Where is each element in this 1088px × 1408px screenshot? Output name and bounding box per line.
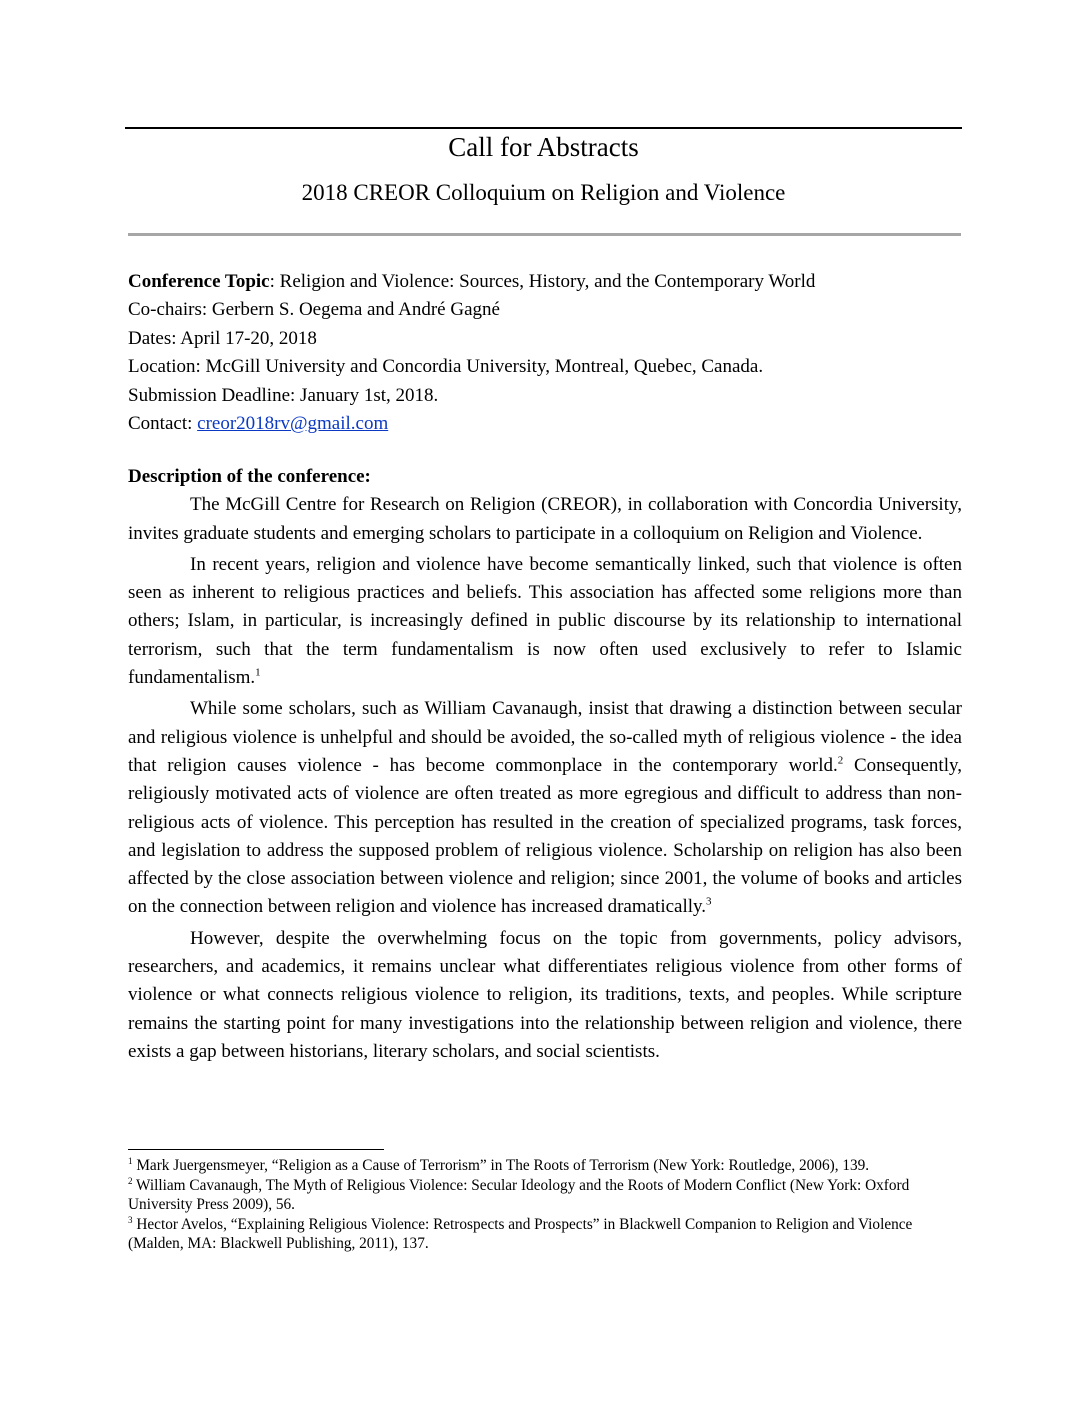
topic-value: : Religion and Violence: Sources, History, and the Contemporary World [269,271,816,292]
footnote-2 [128,1176,962,1215]
footnote-ref-2: 2 [837,754,844,767]
header-divider [128,233,961,236]
footnote-text: Hector Avelos, “Explaining Religious Violence: Retrospects and Prospects” in Blackwell Companion to Religion and Violence (Malden, MA: Blackwell Publishing, 2011), 137. [128,1215,913,1253]
footnote-number: 1 [128,1155,133,1166]
conference-info [128,268,962,438]
contact-email-link[interactable]: creor2018rv@gmail.com [197,413,389,435]
topic-line [128,268,962,296]
footnote-text: Mark Juergensmeyer, “Religion as a Cause of Terrorism” in The Roots of Terrorism (New York: Routledge, 2006), 139. [132,1157,870,1174]
footnote-ref-3: 3 [706,896,712,909]
paragraph-3-text-a: While some scholars, such as William Cavanaugh, insist that drawing a distinction between secular and religious violence is unhelpful and should be avoided, the so-called myth of religious violence - the idea that religion causes violence - has become commonplace in the contemporary world. [128,698,962,776]
footnote-text: William Cavanaugh, The Myth of Religious Violence: Secular Ideology and the Roots of Modern Conflict (New York: Oxford University Press 2009), 56. [128,1176,910,1214]
footnote-number: 3 [128,1214,133,1225]
paragraph-2 [128,551,962,692]
paragraph-4: However, despite the overwhelming focus on the topic from governments, policy advisors, researchers, and academics, it remains unclear what differentiates religious violence from other forms of violence or what connects religious violence to religion, its traditions, texts, and peoples. While scripture remains the starting point for many investigations into the relationship between religion and violence, there exists a gap between historians, literary scholars, and social scientists. [128,927,962,1062]
footnote-3 [128,1215,962,1254]
paragraph-3-text-b: Consequently, religiously motivated acts of violence are often treated as more egregious and difficult to address than non-religious acts of violence. This perception has resulted in the creation of specialized programs, task forces, and legislation to address the supposed problem of religious violence. Scholarship on religion has also been affected by the close association between violence and religion; since 2001, the volume of books and articles on the connection between religion and violence has increased dramatically. [128,754,962,918]
description-section [128,463,962,1069]
topic-label: Conference Topic [128,271,270,292]
footnotes [128,1156,962,1254]
dates-line: Dates: April 17-20, 2018 [128,327,317,349]
page-subtitle: 2018 CREOR Colloquium on Religion and Violence [301,180,786,205]
footnote-number: 2 [128,1175,133,1186]
paragraph-3 [128,695,962,921]
cochairs-line: Co-chairs: Gerbern S. Oegema and André Gagné [128,299,500,321]
deadline-line: Submission Deadline: January 1st, 2018. [128,384,439,406]
location-line: Location: McGill University and Concordia University, Montreal, Quebec, Canada. [128,356,764,378]
page-title: Call for Abstracts [448,132,639,162]
paragraph-2-text: In recent years, religion and violence have become semantically linked, such that violence is often seen as inherent to religious practices and beliefs. This association has affected some religions more than others; Islam, in particular, is increasingly defined in public discourse by its relationship to international terrorism, such that the term fundamentalism is now often used exclusively to refer to Islamic fundamentalism. [128,553,962,689]
paragraph-1: The McGill Centre for Research on Religion (CREOR), in collaboration with Concordia University, invites graduate students and emerging scholars to participate in a colloquium on Religion and Violence. [128,494,962,544]
top-rule [125,127,962,129]
footnote-ref-1: 1 [255,666,261,679]
contact-label: Contact: [128,413,198,435]
footnote-rule [128,1149,384,1150]
description-heading: Description of the conference: [128,466,371,487]
footnote-1 [128,1156,962,1176]
contact-line [128,410,962,438]
